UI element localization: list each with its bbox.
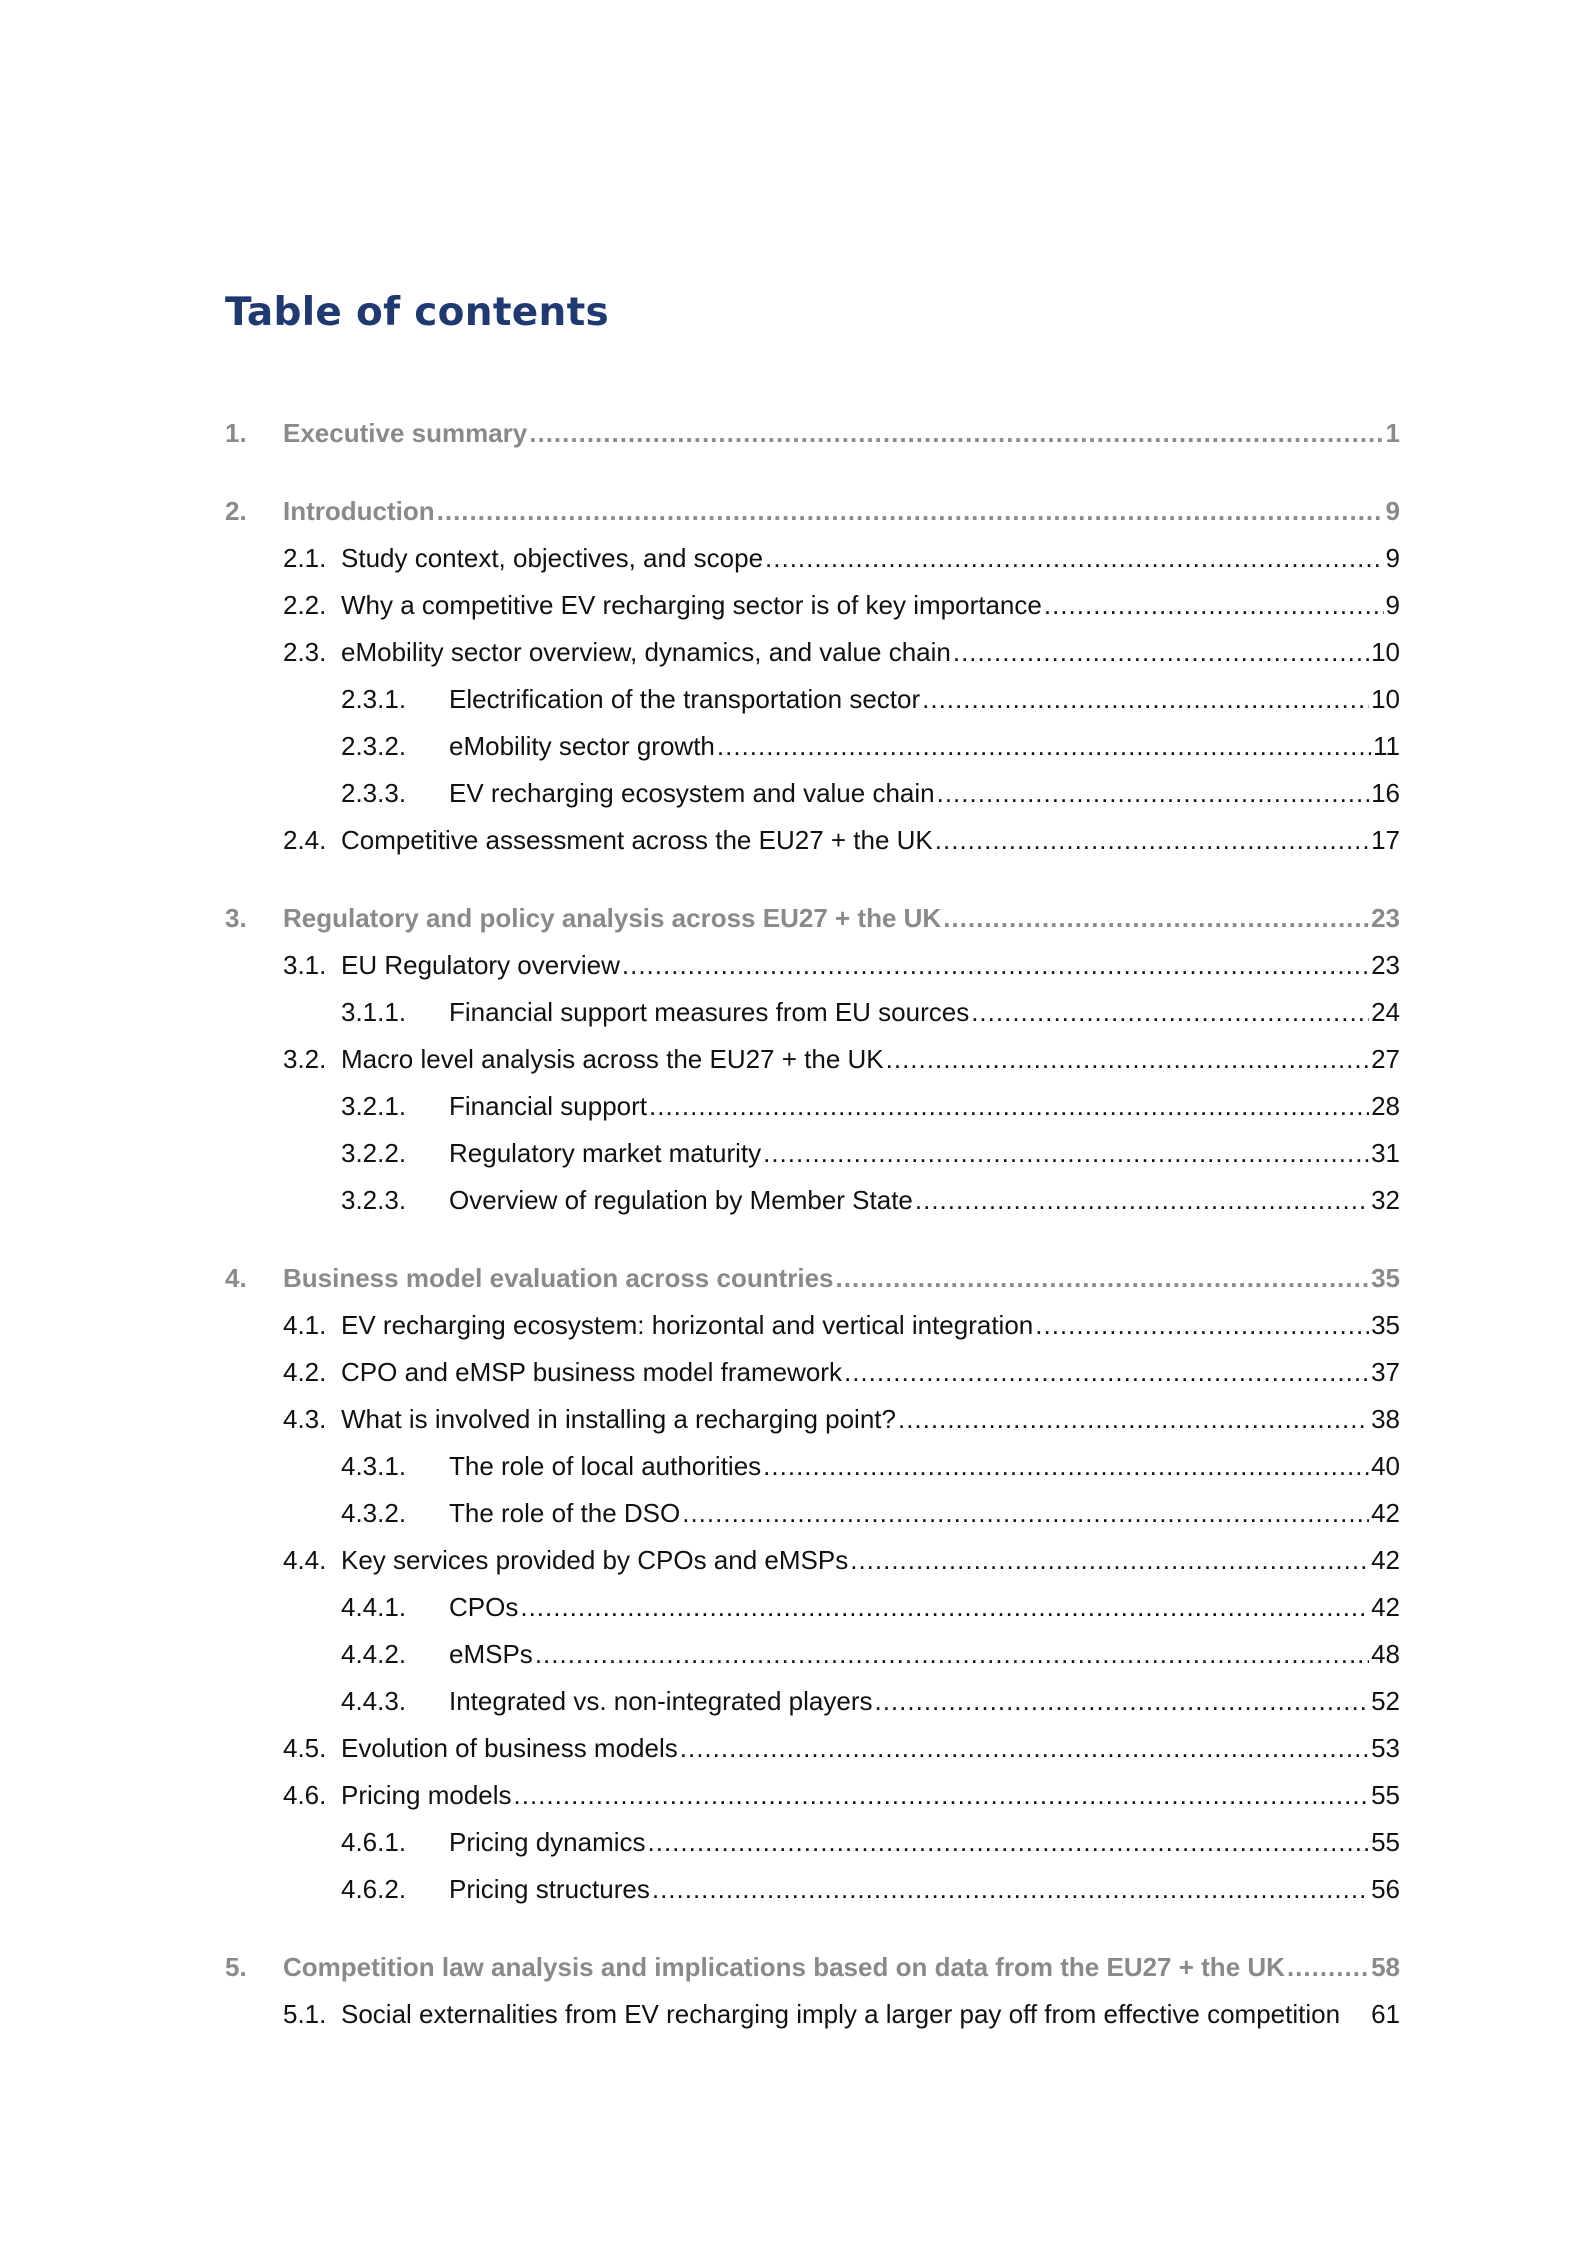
toc-entry-page-number: 11 [1373, 731, 1400, 761]
toc-entry-title: EU Regulatory overview [341, 950, 620, 980]
toc-entry-title: EV recharging ecosystem: horizontal and vertical integration [341, 1310, 1034, 1340]
toc-dot-leader [529, 410, 1383, 457]
toc-entry[interactable] [225, 1678, 1400, 1725]
toc-dot-leader [680, 1725, 1369, 1772]
toc-entry-page-number: 1 [1385, 418, 1400, 448]
toc-entry-number: 4.4.2. [341, 1639, 407, 1669]
toc-entry[interactable] [225, 1036, 1400, 1083]
table-of-contents [225, 410, 1400, 2038]
toc-dot-leader [836, 1255, 1370, 1302]
toc-entry-page-number: 27 [1371, 1044, 1400, 1074]
toc-dot-leader [953, 629, 1369, 676]
toc-entry-number: 3. [225, 903, 247, 933]
toc-entry-title: EV recharging ecosystem and value chain [449, 778, 935, 808]
toc-dot-leader [874, 1678, 1369, 1725]
toc-entry-page-number: 9 [1385, 543, 1400, 573]
toc-entry[interactable] [225, 723, 1400, 770]
toc-entry-page-number: 53 [1371, 1733, 1400, 1763]
toc-entry-page-number: 10 [1371, 684, 1400, 714]
toc-entry-page-number: 24 [1371, 997, 1400, 1027]
toc-dot-leader [1044, 582, 1384, 629]
toc-entry-page-number: 31 [1371, 1138, 1400, 1168]
toc-entry-title: Why a competitive EV recharging sector is of key importance [341, 590, 1042, 620]
toc-entry-number: 2.1. [283, 543, 327, 573]
toc-entry-page-number: 32 [1371, 1185, 1400, 1215]
toc-entry-number: 2.3.2. [341, 731, 407, 761]
toc-dot-leader [763, 1130, 1369, 1177]
toc-dot-leader [437, 488, 1384, 535]
toc-dot-leader [535, 1631, 1369, 1678]
toc-dot-leader [898, 1396, 1369, 1443]
toc-entry-number: 2. [225, 496, 247, 526]
toc-entry-title: Evolution of business models [341, 1733, 678, 1763]
toc-entry-page-number: 58 [1371, 1952, 1400, 1982]
toc-entry[interactable] [225, 1537, 1400, 1584]
toc-entry-number: 4.4.1. [341, 1592, 407, 1622]
toc-entry[interactable] [225, 1349, 1400, 1396]
toc-dot-leader [1035, 1302, 1369, 1349]
toc-entry-number: 2.3.3. [341, 778, 407, 808]
toc-entry-page-number: 38 [1371, 1404, 1400, 1434]
toc-dot-leader [763, 1443, 1369, 1490]
toc-dot-leader [922, 676, 1369, 723]
toc-entry[interactable] [225, 1866, 1400, 1913]
toc-entry-page-number: 9 [1385, 496, 1400, 526]
toc-entry[interactable] [225, 1083, 1400, 1130]
toc-entry-title: Executive summary [283, 418, 528, 448]
toc-entry[interactable] [225, 1255, 1400, 1302]
toc-dot-leader [514, 1772, 1370, 1819]
toc-entry-page-number: 23 [1371, 903, 1400, 933]
toc-entry-number: 4.2. [283, 1357, 327, 1387]
toc-entry-title: Social externalities from EV recharging imply a larger pay off from effective competition [341, 1999, 1341, 2029]
toc-entry-page-number: 10 [1371, 637, 1400, 667]
page-title: Table of contents [225, 290, 610, 335]
toc-dot-leader [717, 723, 1371, 770]
toc-entry-title: eMobility sector growth [449, 731, 715, 761]
toc-entry[interactable] [225, 989, 1400, 1036]
toc-entry-title: Study context, objectives, and scope [341, 543, 764, 573]
toc-entry-number: 2.3.1. [341, 684, 407, 714]
toc-entry-number: 4.6.1. [341, 1827, 407, 1857]
toc-entry[interactable] [225, 1396, 1400, 1443]
toc-entry[interactable] [225, 410, 1400, 457]
toc-entry[interactable] [225, 629, 1400, 676]
toc-entry-number: 3.2.2. [341, 1138, 407, 1168]
toc-entry-number: 2.3. [283, 637, 327, 667]
toc-entry-number: 4.1. [283, 1310, 327, 1340]
toc-entry-page-number: 48 [1371, 1639, 1400, 1669]
toc-dot-leader [915, 1177, 1369, 1224]
toc-entry[interactable] [225, 1772, 1400, 1819]
toc-entry-title: Overview of regulation by Member State [449, 1185, 913, 1215]
toc-dot-leader [850, 1537, 1369, 1584]
toc-entry[interactable] [225, 676, 1400, 723]
toc-entry[interactable] [225, 817, 1400, 864]
toc-entry-page-number: 16 [1371, 778, 1400, 808]
toc-entry[interactable] [225, 1631, 1400, 1678]
toc-entry-title: Financial support measures from EU sources [449, 997, 970, 1027]
toc-entry[interactable] [225, 1725, 1400, 1772]
toc-entry[interactable] [225, 488, 1400, 535]
toc-entry[interactable] [225, 535, 1400, 582]
toc-dot-leader [943, 895, 1369, 942]
toc-entry-title: Business model evaluation across countries [283, 1263, 834, 1293]
toc-dot-leader [937, 770, 1369, 817]
toc-entry-page-number: 52 [1371, 1686, 1400, 1716]
toc-entry-page-number: 42 [1371, 1592, 1400, 1622]
toc-entry-title: Pricing models [341, 1780, 512, 1810]
toc-entry[interactable] [225, 1490, 1400, 1537]
toc-entry[interactable] [225, 1584, 1400, 1631]
toc-entry-page-number: 35 [1371, 1310, 1400, 1340]
toc-entry-title: CPOs [449, 1592, 519, 1622]
toc-entry-page-number: 23 [1371, 950, 1400, 980]
toc-entry-number: 2.4. [283, 825, 327, 855]
toc-entry[interactable] [225, 1991, 1400, 2038]
toc-dot-leader [648, 1819, 1370, 1866]
toc-dot-leader [652, 1866, 1369, 1913]
toc-entry[interactable] [225, 1130, 1400, 1177]
toc-entry-title: Regulatory and policy analysis across EU27 + the UK [283, 903, 942, 933]
toc-entry[interactable] [225, 942, 1400, 989]
toc-entry-number: 4.6. [283, 1780, 327, 1810]
toc-entry-page-number: 55 [1371, 1780, 1400, 1810]
toc-entry-title: eMSPs [449, 1639, 533, 1669]
toc-entry-page-number: 42 [1371, 1498, 1400, 1528]
toc-entry-number: 5. [225, 1952, 247, 1982]
toc-entry-title: Introduction [283, 496, 435, 526]
toc-entry-title: CPO and eMSP business model framework [341, 1357, 842, 1387]
toc-entry-number: 4.5. [283, 1733, 327, 1763]
toc-entry-title: The role of local authorities [449, 1451, 762, 1481]
toc-entry[interactable] [225, 1177, 1400, 1224]
toc-dot-leader [886, 1036, 1369, 1083]
toc-entry-page-number: 42 [1371, 1545, 1400, 1575]
toc-entry-page-number: 17 [1371, 825, 1400, 855]
toc-entry-page-number: 56 [1371, 1874, 1400, 1904]
toc-entry-number: 4.3.2. [341, 1498, 407, 1528]
toc-entry-number: 1. [225, 418, 247, 448]
toc-entry-number: 4.4. [283, 1545, 327, 1575]
toc-entry-title: Macro level analysis across the EU27 + the UK [341, 1044, 884, 1074]
toc-entry[interactable] [225, 1302, 1400, 1349]
toc-entry[interactable] [225, 1944, 1400, 1991]
toc-entry-title: eMobility sector overview, dynamics, and value chain [341, 637, 951, 667]
toc-entry-title: Pricing structures [449, 1874, 650, 1904]
toc-dot-leader [622, 942, 1369, 989]
toc-entry-title: The role of the DSO [449, 1498, 681, 1528]
toc-entry-title: Electrification of the transportation sector [449, 684, 921, 714]
toc-entry[interactable] [225, 1819, 1400, 1866]
toc-entry-title: Regulatory market maturity [449, 1138, 762, 1168]
toc-entry-title: What is involved in installing a recharging point? [341, 1404, 896, 1434]
toc-entry[interactable] [225, 582, 1400, 629]
toc-dot-leader [682, 1490, 1369, 1537]
toc-entry-number: 4.6.2. [341, 1874, 407, 1904]
toc-entry-number: 3.1. [283, 950, 327, 980]
toc-entry-number: 3.2. [283, 1044, 327, 1074]
toc-entry-number: 4. [225, 1263, 247, 1293]
toc-entry-title: Competition law analysis and implications based on data from the EU27 + the UK [283, 1952, 1285, 1982]
toc-entry[interactable] [225, 1443, 1400, 1490]
toc-entry-title: Financial support [449, 1091, 647, 1121]
toc-dot-leader [649, 1083, 1369, 1130]
toc-entry-title: Integrated vs. non-integrated players [449, 1686, 873, 1716]
toc-dot-leader [935, 817, 1369, 864]
toc-entry-number: 4.3.1. [341, 1451, 407, 1481]
toc-entry-number: 4.3. [283, 1404, 327, 1434]
toc-entry-page-number: 37 [1371, 1357, 1400, 1387]
toc-entry-page-number: 61 [1371, 1999, 1400, 2029]
toc-entry-page-number: 9 [1385, 590, 1400, 620]
toc-dot-leader [765, 535, 1384, 582]
toc-entry-number: 5.1. [283, 1999, 327, 2029]
toc-entry-number: 4.4.3. [341, 1686, 407, 1716]
toc-dot-leader [971, 989, 1369, 1036]
toc-entry[interactable] [225, 770, 1400, 817]
toc-entry[interactable] [225, 895, 1400, 942]
toc-entry-title: Key services provided by CPOs and eMSPs [341, 1545, 849, 1575]
toc-entry-number: 2.2. [283, 590, 327, 620]
toc-entry-title: Competitive assessment across the EU27 + the UK [341, 825, 933, 855]
toc-entry-title: Pricing dynamics [449, 1827, 646, 1857]
toc-entry-number: 3.2.1. [341, 1091, 407, 1121]
toc-dot-leader [1287, 1944, 1369, 1991]
toc-entry-page-number: 28 [1371, 1091, 1400, 1121]
toc-entry-number: 3.1.1. [341, 997, 407, 1027]
toc-entry-page-number: 55 [1371, 1827, 1400, 1857]
toc-entry-number: 3.2.3. [341, 1185, 407, 1215]
toc-dot-leader [520, 1584, 1369, 1631]
toc-entry-page-number: 35 [1371, 1263, 1400, 1293]
toc-entry-page-number: 40 [1371, 1451, 1400, 1481]
toc-dot-leader [844, 1349, 1369, 1396]
